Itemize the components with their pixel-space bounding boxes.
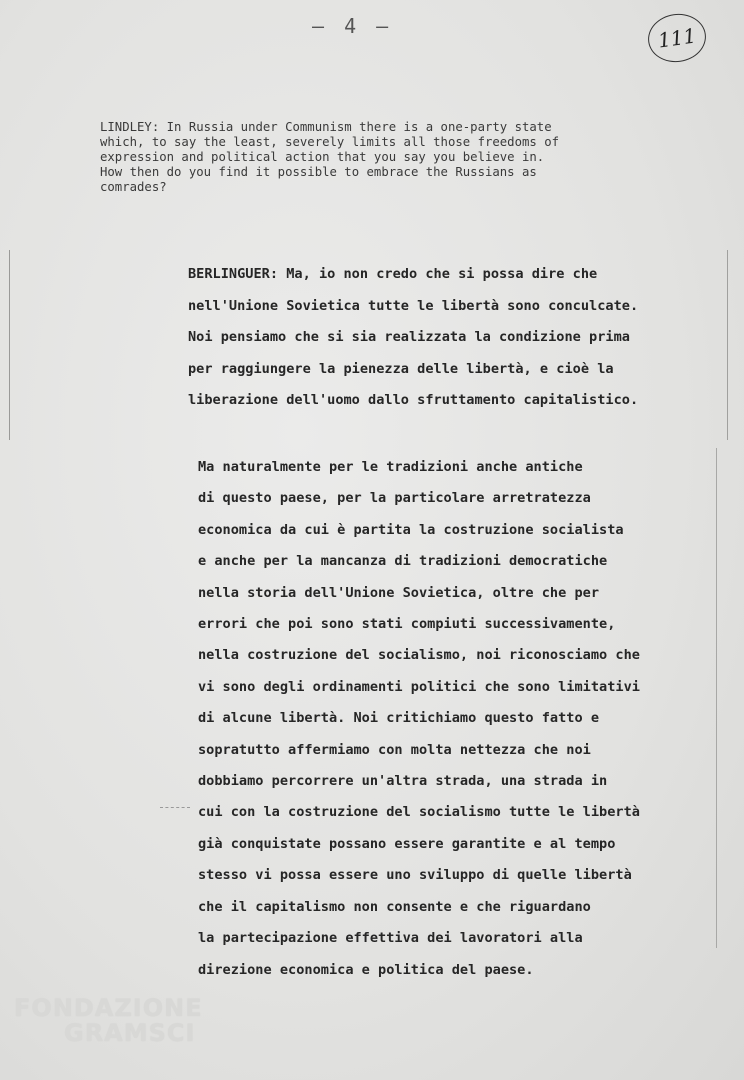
answer-continued-line: e anche per la mancanza di tradizioni democratiche bbox=[198, 553, 608, 570]
answer-continued-line: sopratutto affermiamo con molta nettezza che noi bbox=[198, 741, 591, 758]
answer-line: per raggiungere la pienezza delle libertà, e cioè la bbox=[188, 360, 614, 377]
answer-continued-paragraph bbox=[198, 452, 718, 986]
answer-continued-line: dobbiamo percorrere un'altra strada, una strada in bbox=[198, 773, 608, 790]
answer-line: Noi pensiamo che si sia realizzata la condizione prima bbox=[188, 329, 630, 345]
answer-continued-line: economica da cui è partita la costruzione socialista bbox=[198, 521, 624, 538]
answer-continued-line: di alcune libertà. Noi critichiamo questo fatto e bbox=[198, 710, 600, 727]
answer-continued-line: nella storia dell'Unione Sovietica, oltre che per bbox=[198, 584, 600, 601]
question-line: which, to say the least, severely limits all those freedoms of bbox=[100, 135, 560, 149]
answer-continued-line: che il capitalismo non consente e che riguardano bbox=[198, 898, 591, 915]
answer-continued-line: la partecipazione effettiva dei lavoratori alla bbox=[198, 930, 583, 947]
answer-continued-line: già conquistate possano essere garantite e al tempo bbox=[198, 835, 616, 852]
answer-continued-line: di questo paese, per la particolare arretratezza bbox=[198, 490, 591, 507]
question-paragraph bbox=[100, 120, 680, 195]
answer-continued-line: vi sono degli ordinamenti politici che sono limitativi bbox=[198, 678, 640, 695]
question-line: expression and political action that you say you believe in. bbox=[100, 150, 545, 164]
answer-paragraph bbox=[188, 259, 708, 417]
answer-continued-line: Ma naturalmente per le tradizioni anche antiche bbox=[198, 459, 583, 475]
answer-continued-line: stesso vi possa essere uno sviluppo di quelle libertà bbox=[198, 867, 632, 884]
question-line: comrades? bbox=[100, 180, 167, 194]
archive-watermark bbox=[14, 996, 214, 1046]
answer-line: nell'Unione Sovietica tutte le libertà sono conculcate. bbox=[188, 297, 639, 314]
margin-rule-right-top bbox=[727, 250, 728, 440]
answer-continued-line: nella costruzione del socialismo, noi riconosciamo che bbox=[198, 647, 640, 664]
answer-continued-line: direzione economica e politica del paese. bbox=[198, 961, 534, 978]
margin-rule-left bbox=[9, 250, 10, 440]
margin-rule-short bbox=[160, 807, 190, 809]
question-line: How then do you find it possible to embrace the Russians as bbox=[100, 165, 537, 179]
archive-number-stamp bbox=[645, 10, 709, 66]
watermark-line: FONDAZIONE bbox=[14, 994, 203, 1022]
page-number: — 4 — bbox=[312, 14, 393, 38]
answer-line: liberazione dell'uomo dallo sfruttamento capitalistico. bbox=[188, 392, 639, 408]
archive-number-label: 111 bbox=[656, 23, 698, 53]
watermark-line: GRAMSCI bbox=[64, 1019, 196, 1047]
answer-continued-line: errori che poi sono stati compiuti successivamente, bbox=[198, 616, 616, 633]
answer-line: BERLINGUER: Ma, io non credo che si possa dire che bbox=[188, 266, 598, 282]
answer-continued-line: cui con la costruzione del socialismo tutte le libertà bbox=[198, 804, 640, 821]
question-line: LINDLEY: In Russia under Communism there is a one-party state bbox=[100, 120, 552, 134]
